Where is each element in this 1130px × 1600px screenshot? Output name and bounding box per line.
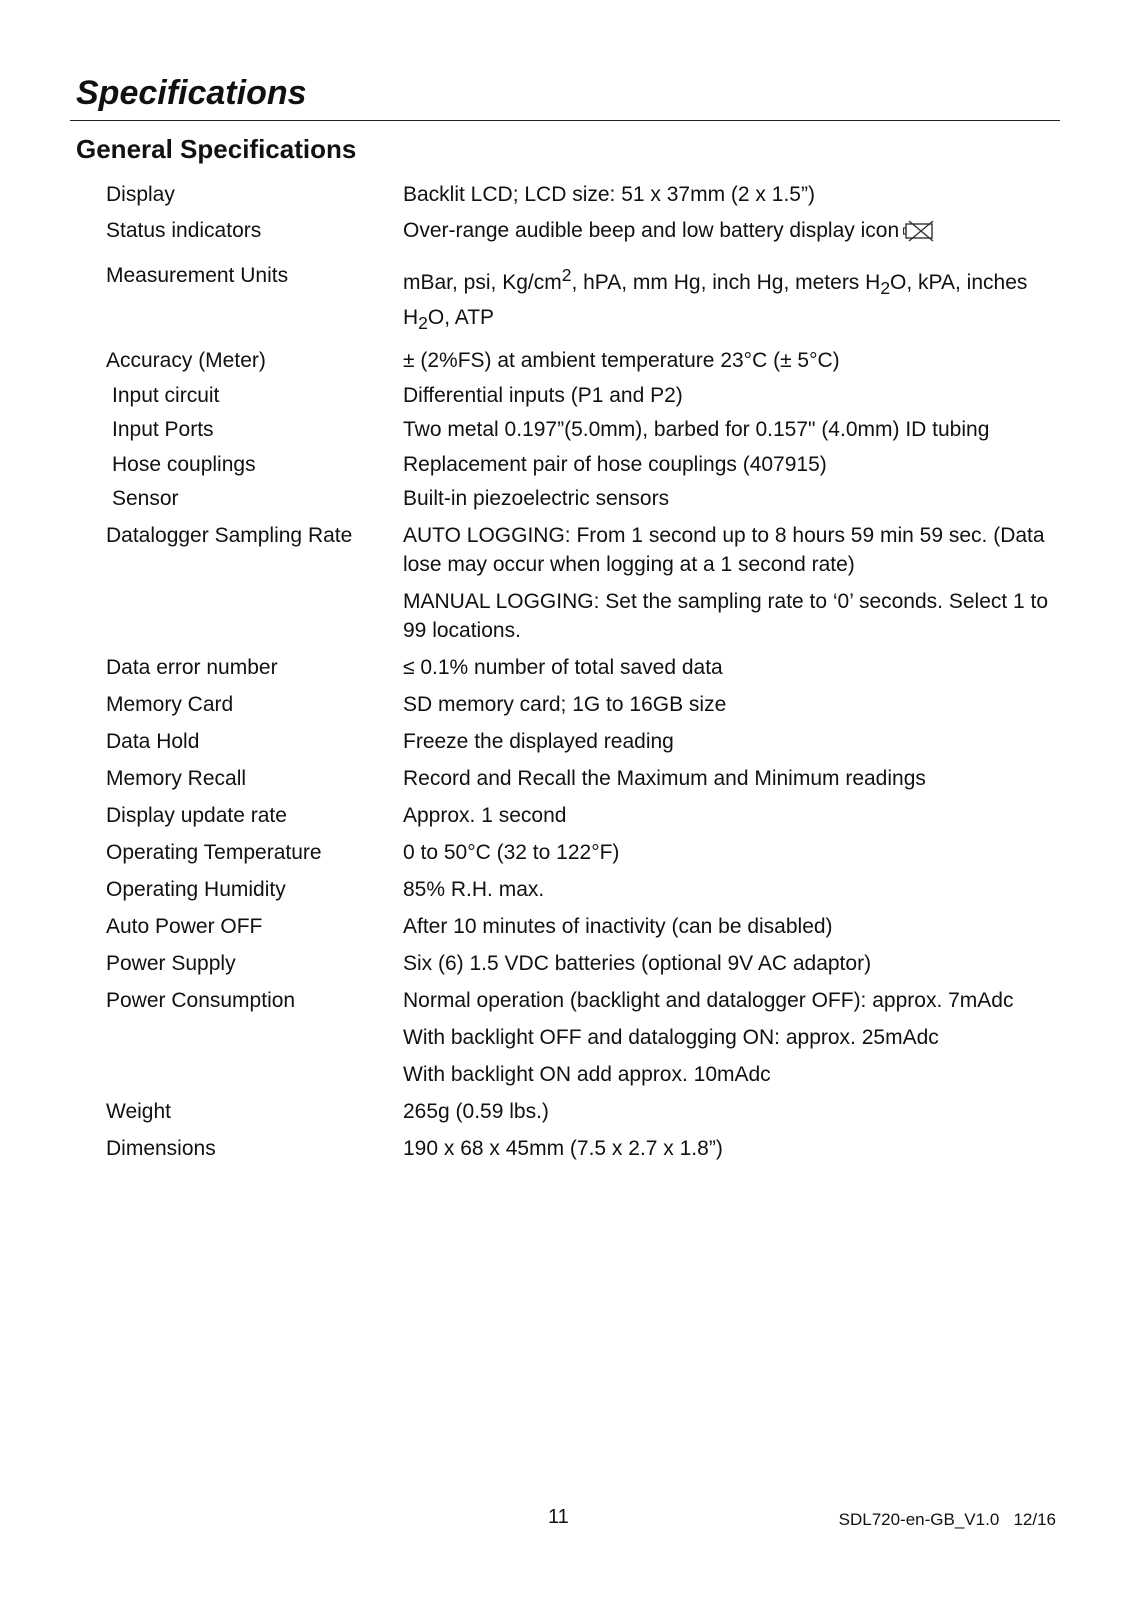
spec-label: Memory Recall xyxy=(106,767,247,791)
spec-value-text: ± (2%FS) at ambient temperature 23°C (± 5°C) xyxy=(403,349,840,373)
spec-row xyxy=(106,1134,1056,1163)
spec-label: Data Hold xyxy=(106,730,200,754)
spec-row xyxy=(106,484,1056,513)
document-id: SDL720-en-GB_V1.0 12/16 xyxy=(838,1510,1056,1529)
spec-value xyxy=(403,653,1056,682)
spec-value xyxy=(403,986,1056,1089)
spec-row xyxy=(106,912,1056,941)
spec-value-text: Two metal 0.197”(5.0mm), barbed for 0.157" (4.0mm) ID tubing xyxy=(403,418,990,442)
spec-row xyxy=(106,986,1056,1089)
spec-label: Input circuit xyxy=(112,384,220,408)
spec-label: Power Supply xyxy=(106,952,236,976)
spec-value xyxy=(403,180,1056,209)
spec-value-text: 190 x 68 x 45mm (7.5 x 2.7 x 1.8”) xyxy=(403,1137,723,1161)
spec-value-text: 265g (0.59 lbs.) xyxy=(403,1100,549,1124)
spec-label: Display xyxy=(106,183,175,206)
spec-value-text: mBar, psi, $Kg/cm^2$, hPA, mm Hg, inch Hg, meters $H_2O$, kPA, inches $H_2O$, ATP xyxy=(403,265,1028,334)
spec-value xyxy=(403,484,1056,513)
spec-row xyxy=(106,949,1056,978)
spec-value xyxy=(403,381,1056,410)
page-number: 11 xyxy=(548,1506,569,1528)
spec-row xyxy=(106,690,1056,719)
spec-label: Power Consumption xyxy=(106,989,296,1013)
spec-value-line: With backlight ON add approx. 10mAdc xyxy=(403,1063,771,1087)
spec-label: Dimensions xyxy=(106,1137,216,1161)
spec-value xyxy=(403,727,1056,756)
spec-value-line: MANUAL LOGGING: Set the sampling rate to ‘0’ seconds. Select 1 to 99 locations. xyxy=(403,590,1049,643)
spec-row xyxy=(106,838,1056,867)
spec-value-line: Normal operation (backlight and datalogger OFF): approx. 7mAdc xyxy=(403,989,1014,1013)
spec-value xyxy=(403,216,1056,251)
spec-row xyxy=(106,415,1056,444)
spec-value xyxy=(403,764,1056,793)
spec-label: Display update rate xyxy=(106,804,287,828)
spec-row xyxy=(106,521,1056,645)
spec-row xyxy=(106,180,1056,209)
spec-label: Memory Card xyxy=(106,693,234,717)
spec-value xyxy=(403,1097,1056,1126)
spec-value-text: 85% R.H. max. xyxy=(403,878,545,902)
spec-row xyxy=(106,764,1056,793)
spec-value xyxy=(403,1134,1056,1163)
spec-value xyxy=(403,521,1056,645)
spec-row xyxy=(106,875,1056,904)
spec-value-line: AUTO LOGGING: From 1 second up to 8 hours 59 min 59 sec. (Data lose may occur when logging at a 1 second rate) xyxy=(403,524,1045,577)
spec-value xyxy=(403,346,1056,375)
spec-value-text: Replacement pair of hose couplings (407915) xyxy=(403,453,827,477)
spec-label: Sensor xyxy=(112,487,179,511)
spec-value-line: With backlight OFF and datalogging ON: approx. 25mAdc xyxy=(403,1026,939,1050)
spec-value xyxy=(403,801,1056,830)
spec-label: Status indicators xyxy=(106,219,262,242)
spec-row xyxy=(106,1097,1056,1126)
spec-value xyxy=(403,838,1056,867)
spec-value xyxy=(403,450,1056,479)
title-divider xyxy=(70,120,1060,121)
spec-value xyxy=(403,949,1056,978)
spec-label: Measurement Units xyxy=(106,264,289,287)
spec-value-text: 0 to 50°C (32 to 122°F) xyxy=(403,841,620,865)
spec-row xyxy=(106,653,1056,682)
spec-row xyxy=(106,261,1056,338)
spec-row xyxy=(106,346,1056,375)
spec-value-text: ≤ 0.1% number of total saved data xyxy=(403,656,723,680)
spec-value-text: Built-in piezoelectric sensors xyxy=(403,487,670,511)
spec-label: Operating Temperature xyxy=(106,841,322,865)
page-title: Specifications xyxy=(76,74,307,112)
spec-value-text: Freeze the displayed reading xyxy=(403,730,674,754)
section-title: General Specifications xyxy=(76,134,357,164)
spec-row xyxy=(106,450,1056,479)
spec-row xyxy=(106,801,1056,830)
spec-value-text: Differential inputs (P1 and P2) xyxy=(403,384,683,408)
spec-row xyxy=(106,381,1056,410)
low-battery-icon xyxy=(903,219,937,251)
spec-row xyxy=(106,216,1056,251)
spec-value-text: Approx. 1 second xyxy=(403,804,567,828)
spec-value-text: After 10 minutes of inactivity (can be disabled) xyxy=(403,915,833,939)
spec-value-text: Record and Recall the Maximum and Minimum readings xyxy=(403,767,926,791)
spec-label: Accuracy (Meter) xyxy=(106,349,266,373)
spec-value xyxy=(403,415,1056,444)
spec-label: Datalogger Sampling Rate xyxy=(106,524,353,548)
spec-label: Hose couplings xyxy=(112,453,256,477)
spec-value-text: Six (6) 1.5 VDC batteries (optional 9V AC adaptor) xyxy=(403,952,872,976)
spec-value-text: Backlit LCD; LCD size: 51 x 37mm (2 x 1.5”) xyxy=(403,183,815,206)
spec-value xyxy=(403,875,1056,904)
spec-value xyxy=(403,690,1056,719)
spec-value-text: SD memory card; 1G to 16GB size xyxy=(403,693,727,717)
spec-row xyxy=(106,727,1056,756)
spec-value xyxy=(403,261,1056,338)
spec-label: Operating Humidity xyxy=(106,878,286,902)
spec-label: Input Ports xyxy=(112,418,214,442)
spec-label: Auto Power OFF xyxy=(106,915,263,939)
spec-value xyxy=(403,912,1056,941)
spec-value-text: Over-range audible beep and low battery display icon xyxy=(403,219,900,242)
specifications-table xyxy=(106,180,1056,1171)
spec-label: Weight xyxy=(106,1100,171,1124)
spec-label: Data error number xyxy=(106,656,278,680)
